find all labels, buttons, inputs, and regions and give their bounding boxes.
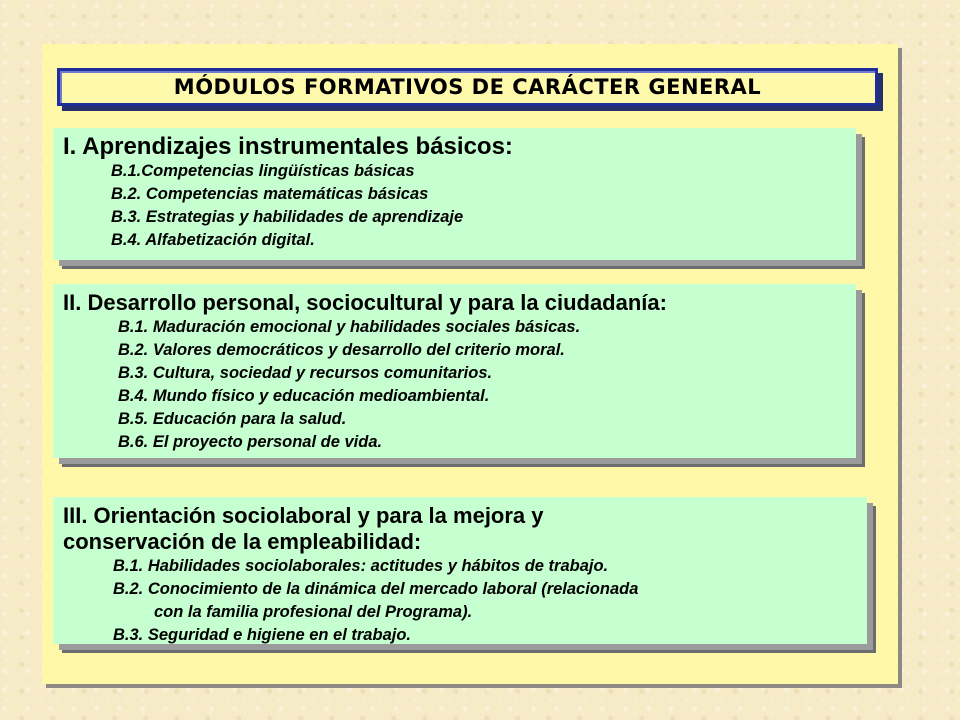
module-list bbox=[63, 316, 846, 454]
section-aprendizajes-instrumentales bbox=[53, 128, 856, 260]
section-heading: II. Desarrollo personal, sociocultural y para la ciudadanía: bbox=[63, 290, 667, 315]
section-heading-line-1: III. Orientación sociolaboral y para la mejora y bbox=[63, 503, 544, 528]
module-item bbox=[63, 578, 857, 624]
module-list bbox=[63, 160, 846, 252]
module-item: B.1. Maduración emocional y habilidades sociales básicas. bbox=[118, 318, 581, 336]
module-item: B.6. El proyecto personal de vida. bbox=[118, 433, 383, 451]
module-item: B.1.Competencias lingüísticas básicas bbox=[111, 162, 415, 180]
module-item: B.4. Mundo físico y educación medioambiental. bbox=[118, 387, 490, 405]
section-desarrollo-personal bbox=[53, 284, 856, 458]
section-heading-line-2: conservación de la empleabilidad: bbox=[63, 529, 422, 554]
section-heading: I. Aprendizajes instrumentales básicos: bbox=[63, 133, 513, 160]
module-item-text: B.2. Conocimiento de la dinámica del mercado laboral (relacionada bbox=[113, 580, 639, 598]
section-orientacion-sociolaboral bbox=[53, 497, 867, 644]
module-item: B.4. Alfabetización digital. bbox=[111, 231, 315, 249]
module-item: B.2. Competencias matemáticas básicas bbox=[111, 185, 429, 203]
title-box bbox=[57, 68, 878, 106]
module-item: B.3. Estrategias y habilidades de aprendizaje bbox=[111, 208, 464, 226]
module-item: B.3. Cultura, sociedad y recursos comunitarios. bbox=[118, 364, 493, 382]
module-item: B.5. Educación para la salud. bbox=[118, 410, 347, 428]
module-item: B.3. Seguridad e higiene en el trabajo. bbox=[113, 626, 411, 644]
module-item: B.2. Valores democráticos y desarrollo del criterio moral. bbox=[118, 341, 565, 359]
page-title: MÓDULOS FORMATIVOS DE CARÁCTER GENERAL bbox=[173, 75, 762, 99]
module-list bbox=[63, 555, 857, 647]
module-item: B.1. Habilidades sociolaborales: actitudes y hábitos de trabajo. bbox=[113, 557, 609, 575]
module-item-continuation: con la familia profesional del Programa). bbox=[154, 603, 473, 621]
